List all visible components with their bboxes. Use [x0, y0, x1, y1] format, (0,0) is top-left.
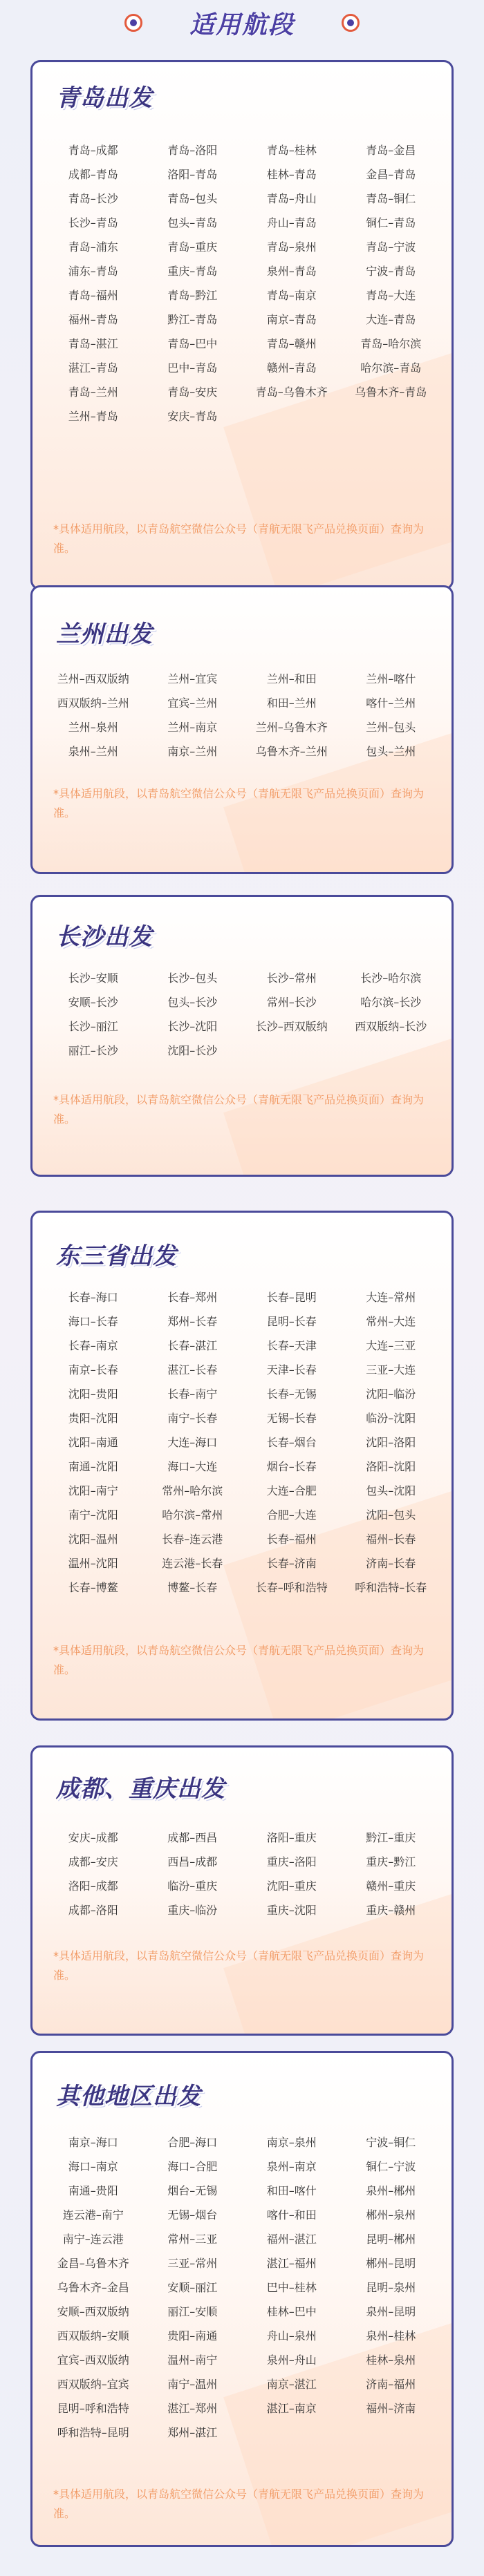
route-item: 安顺–丽江 [167, 2281, 218, 2294]
route-item: 兰州–青岛 [68, 410, 118, 423]
route-item: 兰州–和田 [266, 672, 317, 685]
route-item: 南京–泉州 [266, 2136, 317, 2149]
route-item: 兰州–包头 [366, 721, 416, 734]
route-item: 临汾–重庆 [167, 1879, 218, 1893]
route-item: 青岛–重庆 [167, 240, 218, 254]
section-title: 青岛出发 [56, 79, 153, 113]
route-item: 西双版纳–长沙 [355, 1020, 427, 1033]
route-item: 长沙–沈阳 [167, 1020, 218, 1033]
route-item: 成都–西昌 [167, 1831, 218, 1844]
route-item: 三亚–大连 [366, 1363, 416, 1376]
route-item: 南宁–连云港 [62, 2233, 124, 2246]
route-item: 南京–长春 [68, 1363, 118, 1376]
route-item: 舟山–泉州 [266, 2329, 317, 2342]
route-item: 巴中–青岛 [167, 361, 218, 375]
route-item: 福州–长春 [366, 1533, 416, 1546]
section-card-other [30, 2051, 454, 2547]
route-item: 兰州–喀什 [366, 672, 416, 685]
route-item: 长春–湛江 [167, 1339, 218, 1352]
route-item: 洛阳–青岛 [167, 168, 218, 181]
route-item: 青岛–洛阳 [167, 144, 218, 157]
route-item: 济南–福州 [366, 2378, 416, 2391]
route-item: 和田–喀什 [266, 2184, 317, 2197]
route-item: 长沙–青岛 [68, 216, 118, 229]
route-item: 金昌–青岛 [366, 168, 416, 181]
route-item: 沈阳–南宁 [68, 1484, 118, 1497]
route-item: 郴州–泉州 [366, 2208, 416, 2222]
route-item: 包头–沈阳 [366, 1484, 416, 1497]
route-item: 青岛–宁波 [366, 240, 416, 254]
route-item: 无锡–长春 [266, 1412, 317, 1425]
route-item: 青岛–浦东 [68, 240, 118, 254]
route-grid [44, 138, 440, 428]
route-item: 昆明–郴州 [366, 2233, 416, 2246]
route-item: 青岛–南京 [266, 289, 317, 302]
route-item: 海口–南京 [68, 2160, 118, 2173]
route-item: 重庆–洛阳 [266, 1855, 317, 1868]
route-item: 常州–大连 [366, 1315, 416, 1328]
route-item: 青岛–成都 [68, 144, 118, 157]
route-item: 连云港–长春 [162, 1557, 223, 1570]
route-item: 博鳌–长春 [167, 1581, 218, 1594]
route-item: 安庆–青岛 [167, 410, 218, 423]
route-item: 黔江–重庆 [366, 1831, 416, 1844]
route-item: 桂林–巴中 [266, 2305, 317, 2318]
route-item: 喀什–和田 [266, 2208, 317, 2222]
route-item: 郑州–湛江 [167, 2426, 218, 2439]
route-item: 乌鲁木齐–青岛 [355, 386, 427, 399]
route-item: 长春–南宁 [167, 1388, 218, 1401]
route-item: 成都–青岛 [68, 168, 118, 181]
route-item: 泉州–桂林 [366, 2329, 416, 2342]
route-item: 青岛–包头 [167, 192, 218, 205]
route-item: 大连–三亚 [366, 1339, 416, 1352]
route-item: 长春–天津 [266, 1339, 317, 1352]
route-item: 金昌–乌鲁木齐 [57, 2257, 129, 2270]
route-item: 泉州–昆明 [366, 2305, 416, 2318]
route-item: 包头–长沙 [167, 996, 218, 1009]
route-item: 沈阳–临汾 [366, 1388, 416, 1401]
route-item: 哈尔滨–常州 [162, 1508, 223, 1522]
route-item: 重庆–沈阳 [266, 1904, 317, 1917]
route-item: 青岛–福州 [68, 289, 118, 302]
route-item: 南京–湛江 [266, 2378, 317, 2391]
route-item: 丽江–长沙 [68, 1044, 118, 1057]
route-item: 西双版纳–安顺 [57, 2329, 129, 2342]
route-item: 宁波–铜仁 [366, 2136, 416, 2149]
route-item: 青岛–乌鲁木齐 [255, 386, 328, 399]
route-item: 青岛–长沙 [68, 192, 118, 205]
page-title: 适用航段 [189, 10, 295, 39]
route-item: 长春–博鳌 [68, 1581, 118, 1594]
route-item: 黔江–青岛 [167, 313, 218, 326]
route-item: 喀什–兰州 [366, 697, 416, 710]
route-item: 海口–大连 [167, 1460, 218, 1473]
route-item: 连云港–南宁 [62, 2208, 124, 2222]
route-grid [44, 667, 440, 764]
route-item: 昆明–长春 [266, 1315, 317, 1328]
route-item: 长沙–安顺 [68, 972, 118, 985]
route-item: 长沙–丽江 [68, 1020, 118, 1033]
route-item: 西昌–成都 [167, 1855, 218, 1868]
route-item: 浦东–青岛 [68, 265, 118, 278]
section-note: *具体适用航段，以青岛航空微信公众号（青航无限飞产品兑换页面）查询为准。 [53, 1949, 425, 1982]
route-item: 南通–贵阳 [68, 2184, 118, 2197]
route-item: 湛江–南京 [266, 2402, 317, 2415]
route-item: 青岛–哈尔滨 [360, 337, 422, 350]
route-item: 湛江–福州 [266, 2257, 317, 2270]
route-grid [44, 1826, 440, 1922]
route-item: 西双版纳–兰州 [57, 697, 129, 710]
decor-circle-icon [124, 14, 142, 32]
route-item: 兰州–宜宾 [167, 672, 218, 685]
route-item: 呼和浩特–长春 [355, 1581, 427, 1594]
section-note: *具体适用航段，以青岛航空微信公众号（青航无限飞产品兑换页面）查询为准。 [53, 2488, 425, 2520]
route-item: 湛江–郑州 [167, 2402, 218, 2415]
section-card-qingdao [30, 60, 454, 590]
route-item: 乌鲁木齐–金昌 [57, 2281, 129, 2294]
section-title: 兰州出发 [56, 615, 153, 649]
route-item: 青岛–大连 [366, 289, 416, 302]
route-item: 郑州–长春 [167, 1315, 218, 1328]
route-item: 沈阳–长沙 [167, 1044, 218, 1057]
route-item: 长沙–常州 [266, 972, 317, 985]
route-item: 三亚–常州 [167, 2257, 218, 2270]
route-item: 湛江–青岛 [68, 361, 118, 375]
route-item: 福州–济南 [366, 2402, 416, 2415]
route-item: 南宁–长春 [167, 1412, 218, 1425]
route-item: 合肥–海口 [167, 2136, 218, 2149]
route-item: 大连–青岛 [366, 313, 416, 326]
section-note: *具体适用航段，以青岛航空微信公众号（青航无限飞产品兑换页面）查询为准。 [53, 787, 425, 820]
route-item: 南京–兰州 [167, 745, 218, 758]
route-item: 温州–沈阳 [68, 1557, 118, 1570]
route-item: 南京–青岛 [266, 313, 317, 326]
route-item: 泉州–青岛 [266, 265, 317, 278]
route-item: 重庆–黔江 [366, 1855, 416, 1868]
route-item: 长春–海口 [68, 1291, 118, 1304]
route-item: 铜仁–宁波 [366, 2160, 416, 2173]
section-title: 长沙出发 [56, 918, 153, 951]
route-item: 沈阳–贵阳 [68, 1388, 118, 1401]
section-card-chengdu-chongqing [30, 1745, 454, 2036]
route-item: 大连–常州 [366, 1291, 416, 1304]
route-item: 南京–海口 [68, 2136, 118, 2149]
route-item: 泉州–郴州 [366, 2184, 416, 2197]
route-item: 沈阳–包头 [366, 1508, 416, 1522]
route-item: 泉州–兰州 [68, 745, 118, 758]
route-item: 乌鲁木齐–兰州 [255, 745, 328, 758]
route-item: 宜宾–西双版纳 [57, 2354, 129, 2367]
route-item: 青岛–巴中 [167, 337, 218, 350]
route-item: 青岛–铜仁 [366, 192, 416, 205]
route-item: 南通–沈阳 [68, 1460, 118, 1473]
decor-circle-icon [342, 14, 360, 32]
section-title: 成都、重庆出发 [56, 1770, 225, 1803]
route-item: 重庆–赣州 [366, 1904, 416, 1917]
route-item: 南宁–沈阳 [68, 1508, 118, 1522]
route-item: 湛江–长春 [167, 1363, 218, 1376]
route-item: 青岛–湛江 [68, 337, 118, 350]
section-title: 其他地区出发 [56, 2077, 201, 2111]
route-item: 昆明–泉州 [366, 2281, 416, 2294]
route-item: 桂林–泉州 [366, 2354, 416, 2367]
route-item: 无锡–烟台 [167, 2208, 218, 2222]
route-item: 沈阳–洛阳 [366, 1436, 416, 1449]
route-item: 宁波–青岛 [366, 265, 416, 278]
route-item: 巴中–桂林 [266, 2281, 317, 2294]
route-item: 兰州–乌鲁木齐 [255, 721, 328, 734]
route-item: 烟台–长春 [266, 1460, 317, 1473]
route-item: 长春–昆明 [266, 1291, 317, 1304]
route-item: 青岛–黔江 [167, 289, 218, 302]
route-item: 长春–无锡 [266, 1388, 317, 1401]
route-item: 海口–长春 [68, 1315, 118, 1328]
route-item: 沈阳–重庆 [266, 1879, 317, 1893]
route-item: 长沙–包头 [167, 972, 218, 985]
route-item: 青岛–泉州 [266, 240, 317, 254]
section-note: *具体适用航段，以青岛航空微信公众号（青航无限飞产品兑换页面）查询为准。 [53, 522, 425, 555]
route-item: 青岛–安庆 [167, 386, 218, 399]
route-item: 长沙–哈尔滨 [360, 972, 422, 985]
route-item: 桂林–青岛 [266, 168, 317, 181]
route-item: 安顺–西双版纳 [57, 2305, 129, 2318]
route-item: 青岛–舟山 [266, 192, 317, 205]
route-grid [44, 2130, 440, 2445]
route-item: 兰州–西双版纳 [57, 672, 129, 685]
route-item: 洛阳–沈阳 [366, 1460, 416, 1473]
route-item: 贵阳–沈阳 [68, 1412, 118, 1425]
route-item: 舟山–青岛 [266, 216, 317, 229]
route-item: 泉州–南京 [266, 2160, 317, 2173]
section-card-lanzhou [30, 585, 454, 874]
route-item: 温州–南宁 [167, 2354, 218, 2367]
route-item: 哈尔滨–长沙 [360, 996, 422, 1009]
route-item: 福州–青岛 [68, 313, 118, 326]
route-item: 长春–呼和浩特 [255, 1581, 328, 1594]
route-item: 西双版纳–宜宾 [57, 2378, 129, 2391]
route-item: 包头–兰州 [366, 745, 416, 758]
route-item: 临汾–沈阳 [366, 1412, 416, 1425]
route-item: 贵阳–南通 [167, 2329, 218, 2342]
section-note: *具体适用航段，以青岛航空微信公众号（青航无限飞产品兑换页面）查询为准。 [53, 1644, 425, 1676]
route-grid [44, 1285, 440, 1600]
route-item: 和田–兰州 [266, 697, 317, 710]
route-item: 郴州–昆明 [366, 2257, 416, 2270]
page-header [0, 0, 484, 46]
route-item: 南宁–温州 [167, 2378, 218, 2391]
route-item: 铜仁–青岛 [366, 216, 416, 229]
route-item: 兰州–南京 [167, 721, 218, 734]
route-item: 青岛–金昌 [366, 144, 416, 157]
route-item: 洛阳–重庆 [266, 1831, 317, 1844]
route-item: 青岛–桂林 [266, 144, 317, 157]
route-item: 长春–连云港 [162, 1533, 223, 1546]
route-item: 长沙–西双版纳 [255, 1020, 328, 1033]
route-item: 重庆–青岛 [167, 265, 218, 278]
route-item: 烟台–无锡 [167, 2184, 218, 2197]
route-item: 长春–南京 [68, 1339, 118, 1352]
route-item: 成都–安庆 [68, 1855, 118, 1868]
route-item: 泉州–舟山 [266, 2354, 317, 2367]
section-note: *具体适用航段，以青岛航空微信公众号（青航无限飞产品兑换页面）查询为准。 [53, 1093, 425, 1126]
route-item: 常州–三亚 [167, 2233, 218, 2246]
route-item: 海口–合肥 [167, 2160, 218, 2173]
route-item: 长春–郑州 [167, 1291, 218, 1304]
route-item: 成都–洛阳 [68, 1904, 118, 1917]
section-title: 东三省出发 [56, 1237, 177, 1271]
route-item: 大连–海口 [167, 1436, 218, 1449]
route-item: 常州–哈尔滨 [162, 1484, 223, 1497]
route-item: 赣州–青岛 [266, 361, 317, 375]
route-item: 长春–烟台 [266, 1436, 317, 1449]
route-item: 福州–湛江 [266, 2233, 317, 2246]
route-item: 常州–长沙 [266, 996, 317, 1009]
route-item: 昆明–呼和浩特 [57, 2402, 129, 2415]
section-card-changsha [30, 895, 454, 1177]
route-item: 呼和浩特–昆明 [57, 2426, 129, 2439]
route-item: 青岛–赣州 [266, 337, 317, 350]
route-item: 洛阳–成都 [68, 1879, 118, 1893]
route-item: 宜宾–兰州 [167, 697, 218, 710]
route-item: 天津–长春 [266, 1363, 317, 1376]
route-item: 沈阳–南通 [68, 1436, 118, 1449]
route-item: 济南–长春 [366, 1557, 416, 1570]
route-item: 沈阳–温州 [68, 1533, 118, 1546]
route-item: 重庆–临汾 [167, 1904, 218, 1917]
route-grid [44, 966, 440, 1063]
route-item: 青岛–兰州 [68, 386, 118, 399]
route-item: 大连–合肥 [266, 1484, 317, 1497]
route-item: 合肥–大连 [266, 1508, 317, 1522]
route-item: 长春–福州 [266, 1533, 317, 1546]
route-item: 哈尔滨–青岛 [360, 361, 422, 375]
route-item: 兰州–泉州 [68, 721, 118, 734]
section-card-northeast [30, 1211, 454, 1721]
route-item: 安顺–长沙 [68, 996, 118, 1009]
route-item: 包头–青岛 [167, 216, 218, 229]
route-item: 赣州–重庆 [366, 1879, 416, 1893]
route-item: 长春–济南 [266, 1557, 317, 1570]
route-item: 安庆–成都 [68, 1831, 118, 1844]
route-item: 丽江–安顺 [167, 2305, 218, 2318]
